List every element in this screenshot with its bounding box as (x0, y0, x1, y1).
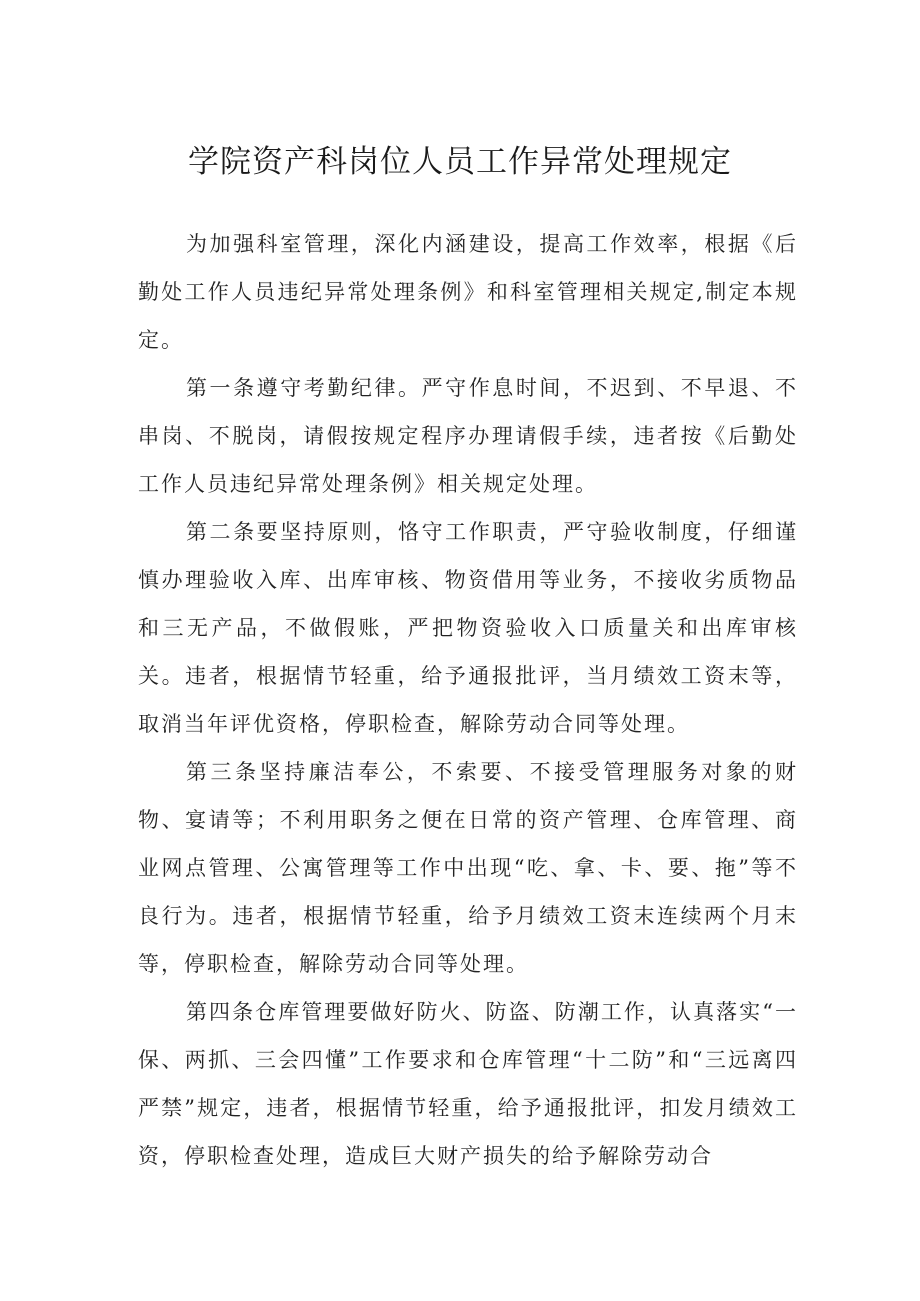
paragraph-intro: 为加强科室管理，深化内涵建设，提高工作效率，根据《后勤处工作人员违纪异常处理条例》和科室管理相关规定,制定本规定。 (138, 232, 798, 352)
document-body (138, 220, 798, 1180)
document-title: 学院资产科岗位人员工作异常处理规定 (188, 144, 732, 180)
paragraph-article-3: 第三条坚持廉洁奉公，不索要、不接受管理服务对象的财物、宴请等；不利用职务之便在日常的资产管理、仓库管理、商业网点管理、公寓管理等工作中出现“吃、拿、卡、要、拖”等不良行为。违者，根据情节轻重，给予月绩效工资末连续两个月末等，停职检查，解除劳动合同等处理。 (138, 760, 798, 976)
paragraph-article-1: 第一条遵守考勤纪律。严守作息时间，不迟到、不早退、不串岗、不脱岗，请假按规定程序办理请假手续，违者按《后勤处工作人员违纪异常处理条例》相关规定处理。 (138, 376, 798, 496)
paragraph-article-4: 第四条仓库管理要做好防火、防盗、防潮工作，认真落实“一保、两抓、三会四懂”工作要求和仓库管理“十二防”和“三远离四严禁”规定，违者，根据情节轻重，给予通报批评，扣发月绩效工资，停职检查处理，造成巨大财产损失的给予解除劳动合 (138, 1000, 798, 1168)
paragraph-article-2: 第二条要坚持原则，恪守工作职责，严守验收制度，仔细谨慎办理验收入库、出库审核、物资借用等业务，不接收劣质物品和三无产品，不做假账，严把物资验收入口质量关和出库审核关。违者，根据情节轻重，给予通报批评，当月绩效工资末等，取消当年评优资格，停职检查，解除劳动合同等处理。 (138, 520, 798, 736)
